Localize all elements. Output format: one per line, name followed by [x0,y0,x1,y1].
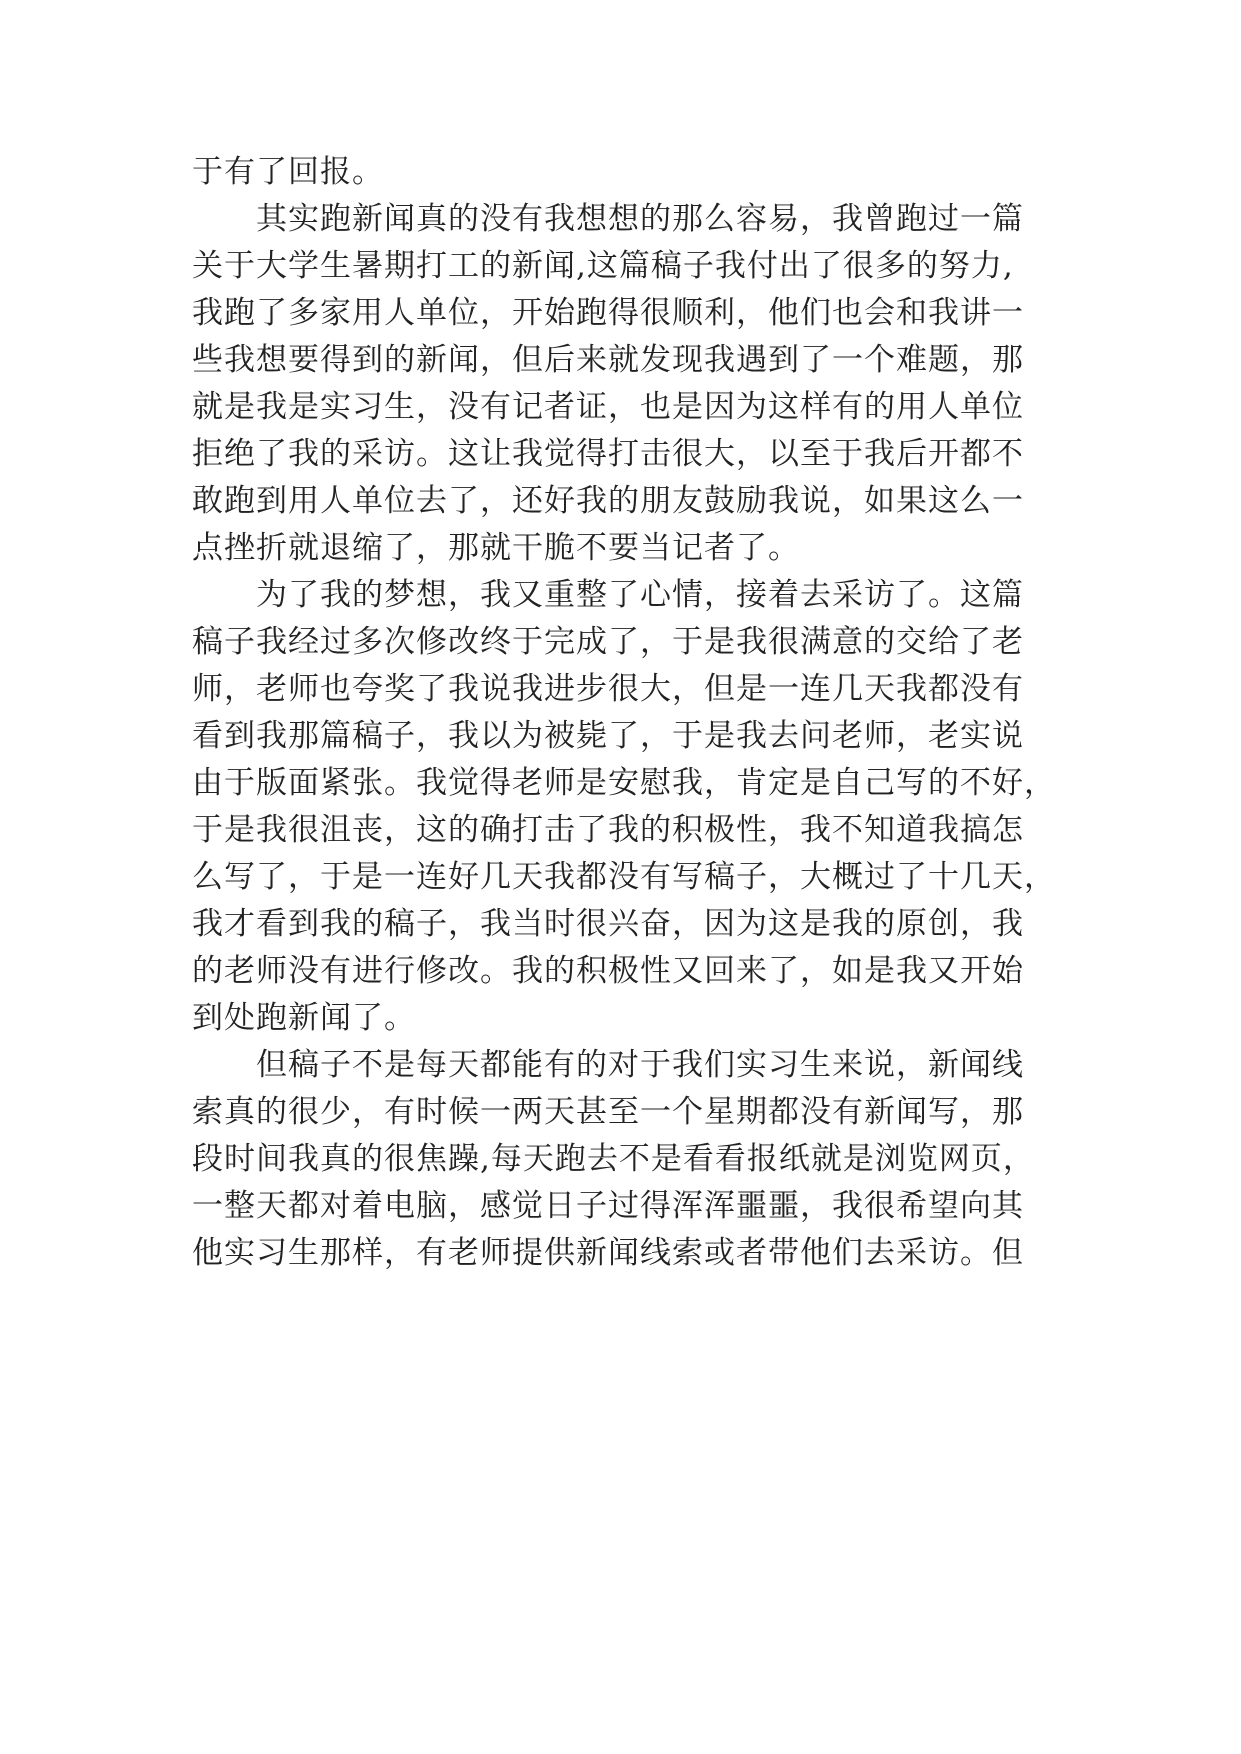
text-line: 到处跑新闻了。 [192,1000,416,1036]
text-line: 的老师没有进行修改。我的积极性又回来了，如是我又开始 [192,953,1024,989]
text-line: 看到我那篇稿子，我以为被毙了，于是我去问老师，老实说 [192,718,1024,754]
text-line: 师，老师也夸奖了我说我进步很大，但是一连几天我都没有 [192,671,1024,707]
text-line: 关于大学生暑期打工的新闻,这篇稿子我付出了很多的努力, [192,248,1014,284]
text-line: 点挫折就退缩了，那就干脆不要当记者了。 [192,530,800,566]
text-line: 么写了，于是一连好几天我都没有写稿子，大概过了十几天， [192,859,1056,895]
text-line: 段时间我真的很焦躁,每天跑去不是看看报纸就是浏览网页， [192,1141,1035,1177]
text-line: 索真的很少，有时候一两天甚至一个星期都没有新闻写，那 [192,1094,1024,1130]
text-line: 我跑了多家用人单位，开始跑得很顺利，他们也会和我讲一 [192,295,1024,331]
text-line: 一整天都对着电脑，感觉日子过得浑浑噩噩，我很希望向其 [192,1188,1024,1224]
text-line: 稿子我经过多次修改终于完成了，于是我很满意的交给了老 [192,624,1024,660]
text-line: 我才看到我的稿子，我当时很兴奋，因为这是我的原创，我 [192,906,1024,942]
paragraph-first-line: 其实跑新闻真的没有我想想的那么容易，我曾跑过一篇 [256,201,1024,237]
paragraph-first-line: 为了我的梦想，我又重整了心情，接着去采访了。这篇 [256,577,1024,613]
text-line: 于有了回报。 [192,154,384,190]
text-line: 于是我很沮丧，这的确打击了我的积极性，我不知道我搞怎 [192,812,1024,848]
text-line: 由于版面紧张。我觉得老师是安慰我，肯定是自己写的不好， [192,765,1056,801]
text-line: 拒绝了我的采访。这让我觉得打击很大，以至于我后开都不 [192,436,1024,472]
paragraph-first-line: 但稿子不是每天都能有的对于我们实习生来说，新闻线 [256,1047,1024,1083]
text-line: 些我想要得到的新闻，但后来就发现我遇到了一个难题，那 [192,342,1024,378]
text-line: 敢跑到用人单位去了，还好我的朋友鼓励我说，如果这么一 [192,483,1024,519]
text-line: 他实习生那样，有老师提供新闻线索或者带他们去采访。但 [192,1235,1024,1271]
text-line: 就是我是实习生，没有记者证，也是因为这样有的用人单位 [192,389,1024,425]
